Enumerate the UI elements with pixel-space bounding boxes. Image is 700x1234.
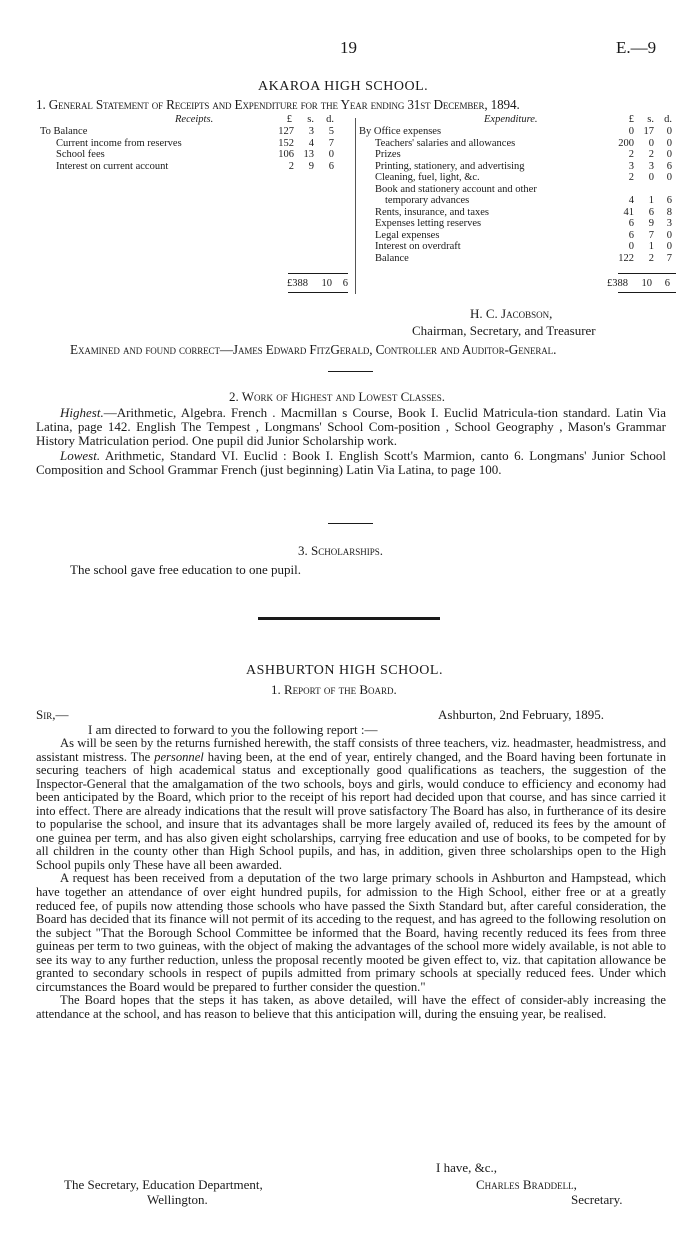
receipt-pence: 7 [328,137,334,149]
receipt-pounds: 2 [288,160,294,172]
expenditure-pence: 0 [666,126,672,137]
expenditure-pence: 0 [666,229,672,241]
receipt-shillings: 4 [308,137,314,149]
expenditure-pounds: 122 [618,252,634,264]
statement-heading: 1. General Statement of Receipts and Expenditure for the Year ending 31st December, 1894. [36,97,520,112]
report-body [36,737,666,1021]
receipts-total-shillings: 10 [321,278,332,289]
receipts-pound-header: £ [286,114,292,125]
expenditure-label: Balance [375,252,409,264]
receipts-total-pounds: £388 [287,278,308,289]
receipts-pence-header: d. [326,114,334,125]
lowest-text: Arithmetic, Standard VI. Euclid : Book I. English Scott's Marmion, canto 6. Longmans' Junior School Composition and School Grammar French (just beginning) Latin Via Latina, to page 100. [36,447,666,477]
report-paragraph-1 [36,737,666,872]
expenditure-pounds: 2 [628,149,634,160]
receipt-label: School fees [56,149,105,160]
page-number: 19 [340,38,357,57]
para1-emphasis: personnel [154,749,204,764]
expenditure-shillings: 3 [648,160,654,172]
expenditure-labels [359,126,537,264]
expenditure-shillings: 1 [648,241,654,252]
ashburton-title: ASHBURTON HIGH SCHOOL. [246,663,443,678]
receipt-pence: 5 [328,126,334,137]
receipts-total-rule [288,273,348,274]
expenditure-label: Rents, insurance, and taxes [375,206,490,218]
report-paragraph-3: The Board hopes that the steps it has taken, as above detailed, will have the effect of consider-ably increasing the attendance at the school, and has reason to believe that this anticipation will, during the ensuing year, be realised. [36,993,666,1021]
date-line: Ashburton, 2nd February, 1895. [438,707,604,722]
column-divider [355,118,356,294]
expenditure-shillings: 17 [643,126,654,137]
expenditure-pound-header: £ [628,114,634,125]
receipt-pence: 6 [328,160,334,172]
expenditure-pence: 7 [666,252,672,264]
receipt-label: To Balance [40,126,88,137]
sender-name: Charles Braddell, [476,1177,577,1192]
receipt-shillings: 9 [308,160,314,172]
expenditure-pence: 6 [666,195,672,206]
expenditure-pence: 0 [666,149,672,160]
signatory-name: H. C. Jacobson, [470,306,553,321]
expenditure-label: Book and stationery account and other [375,183,537,195]
akaroa-title: AKAROA HIGH SCHOOL. [258,79,429,94]
receipt-pounds: 106 [278,149,294,160]
expenditure-shillings: 0 [648,172,654,183]
expenditure-shillings [640,126,654,264]
closing-line: I have, &c., [436,1160,498,1175]
expenditure-shillings: 9 [648,218,654,229]
work-heading: 2. Work of Highest and Lowest Classes. [229,389,446,404]
expenditure-label: Legal expenses [375,229,440,241]
expenditure-pence: 8 [666,206,672,218]
expenditure-pence-header: d. [664,114,672,125]
expenditure-shillings: 2 [648,149,654,160]
report-paragraph-2: A request has been received from a deputation of the two large primary schools in Ashburton and Hampstead, which have together an attendance of over eight hundred pupils, for admission to the High School, either free or at a greatly reduced fee, of pupils now attending those schools who have passed the Sixth Standard but, after careful consideration, the Board has decided that its finance will not permit of its acceding to the request, and has agreed to the following resolution on the subject "That the Borough School Committee be informed that the Board, having recently reduced its fees from three guineas per term to two guineas, with the object of making the advantages of the school more widely available, is not able to see its way to any further reduction, unless the proposal recently mooted be given effect to, viz. that capitation allowance be granted to secondary schools in respect of pupils admitted from primary schools at specially reduced fees. Under which circumstances the Board would be prepared to further consider the question." [36,871,666,994]
expenditure-label: By Office expenses [359,126,442,137]
addressee-line-1: The Secretary, Education Department, [64,1177,263,1192]
expenditure-pence: 0 [666,137,672,149]
expenditure-pounds: 0 [628,241,634,252]
expenditure-shillings: 6 [648,206,654,218]
receipt-label: Current income from reserves [56,137,182,149]
receipts-pounds [270,126,294,172]
receipts-total-pence: 6 [342,278,348,289]
expenditure-total-shillings: 10 [641,278,652,289]
expenditure-total-double-rule [618,292,676,293]
expenditure-pounds: 41 [623,206,634,218]
expenditure-pounds: 200 [618,137,634,149]
expenditure-pounds: 6 [628,218,634,229]
receipts-total-double-rule [288,292,348,293]
expenditure-label: Expenses letting reserves [375,218,482,229]
expenditure-pence [658,184,672,196]
expenditure-pence [658,126,672,264]
highest-text: —Arithmetic, Algebra. French . Macmillan s Course, Book I. Euclid Matricula-tion standard. Latin Via Latina, page 142. English The Tempest , Longmans' School Com-position , School Geography , Mason's Grammar History Matriculation period. One pupil did Junior Scholarship work. [36,405,666,449]
receipt-shillings: 13 [303,149,314,160]
expenditure-header: Expenditure. [484,114,538,125]
expenditure-pence: 3 [666,218,672,229]
expenditure-pence: 6 [666,160,672,172]
receipts-shillings [300,126,314,172]
intro-line: I am directed to forward to you the following report :— [88,722,378,737]
highest-paragraph [36,406,666,449]
signatory-title: Chairman, Secretary, and Treasurer [412,323,596,338]
expenditure-pounds: 6 [628,229,634,241]
receipt-label: Interest on current account [56,160,169,172]
expenditure-pounds [610,184,634,196]
receipts-shilling-header: s. [307,114,314,125]
expenditure-shillings: 2 [648,252,654,264]
expenditure-label: temporary advances [385,195,470,206]
expenditure-pounds: 2 [628,172,634,183]
scholarships-text: The school gave free education to one pupil. [70,562,302,577]
expenditure-pence: 0 [666,241,672,252]
expenditure-total-rule [618,273,676,274]
report-heading: 1. Report of the Board. [271,682,397,697]
expenditure-label: Teachers' salaries and allowances [375,137,516,149]
receipts-pence [320,126,334,172]
receipt-pence: 0 [328,149,334,160]
lowest-label: Lowest. [60,447,101,463]
lowest-paragraph [36,449,666,477]
expenditure-pounds: 3 [628,160,634,172]
expenditure-pounds: 4 [628,195,634,206]
para1-end: having been, at the end of year, entirely changed, and the Board having been fortunate in securing teachers of high academical status and exceptionally good qualifications as teachers, the suggestion of the Inspector-General that the amalgamation of the two schools, boys and girls, would conduce to efficiency and economy had been anticipated by the Board, which prior to the receipt of his report had decided upon that course, and has since carried it into effect. There are already indications that the result will prove satisfactory The Board has also, in furtherance of its desire to popularise the school, and insure that its advantages shall be more largely availed of, reduced its fees by the amount of one guinea per term, and has also given eight scholarships, carrying free education and use of books, to be competed for by all children in the county other than High School pupils, and has, in addition, given three scholarships open to the High School pupils only These have all been awarded. [36,749,666,872]
expenditure-shillings: 7 [648,229,654,241]
work-paragraphs [36,406,666,477]
salutation: Sir,— [36,707,69,722]
expenditure-shillings: 1 [648,195,654,206]
receipts-labels [40,126,182,172]
expenditure-label: Prizes [375,149,401,160]
section-divider [328,371,373,372]
expenditure-pounds [610,126,634,264]
highest-label: Highest. [60,405,104,420]
school-separator [258,617,440,620]
receipt-pounds: 127 [278,126,294,137]
expenditure-pounds: 0 [628,126,634,137]
expenditure-label: Interest on overdraft [375,241,461,252]
examined-line: Examined and found correct—James Edward FitzGerald, Controller and Auditor-General. [70,342,557,357]
receipts-header: Receipts. [175,114,214,125]
receipt-shillings: 3 [308,126,314,137]
expenditure-shilling-header: s. [647,114,654,125]
scholarships-heading: 3. Scholarships. [298,543,383,558]
para1-start: As will be seen by the returns furnished herewith, the staff consists of three teachers, viz. headmaster, headmistress, and assistant mistress. The [36,736,666,764]
expenditure-label: Printing, stationery, and advertising [375,160,525,172]
section-divider [328,523,373,524]
addressee-line-2: Wellington. [147,1192,208,1207]
expenditure-pence: 0 [666,172,672,183]
receipt-pounds: 152 [278,137,294,149]
expenditure-label: Cleaning, fuel, light, &c. [375,172,480,183]
expenditure-shillings: 0 [648,137,654,149]
page-reference: E.—9 [616,38,657,57]
expenditure-shillings [640,184,654,196]
sender-title: Secretary. [571,1192,623,1207]
expenditure-total-pounds: £388 [607,278,628,289]
expenditure-total-pence: 6 [664,278,670,289]
